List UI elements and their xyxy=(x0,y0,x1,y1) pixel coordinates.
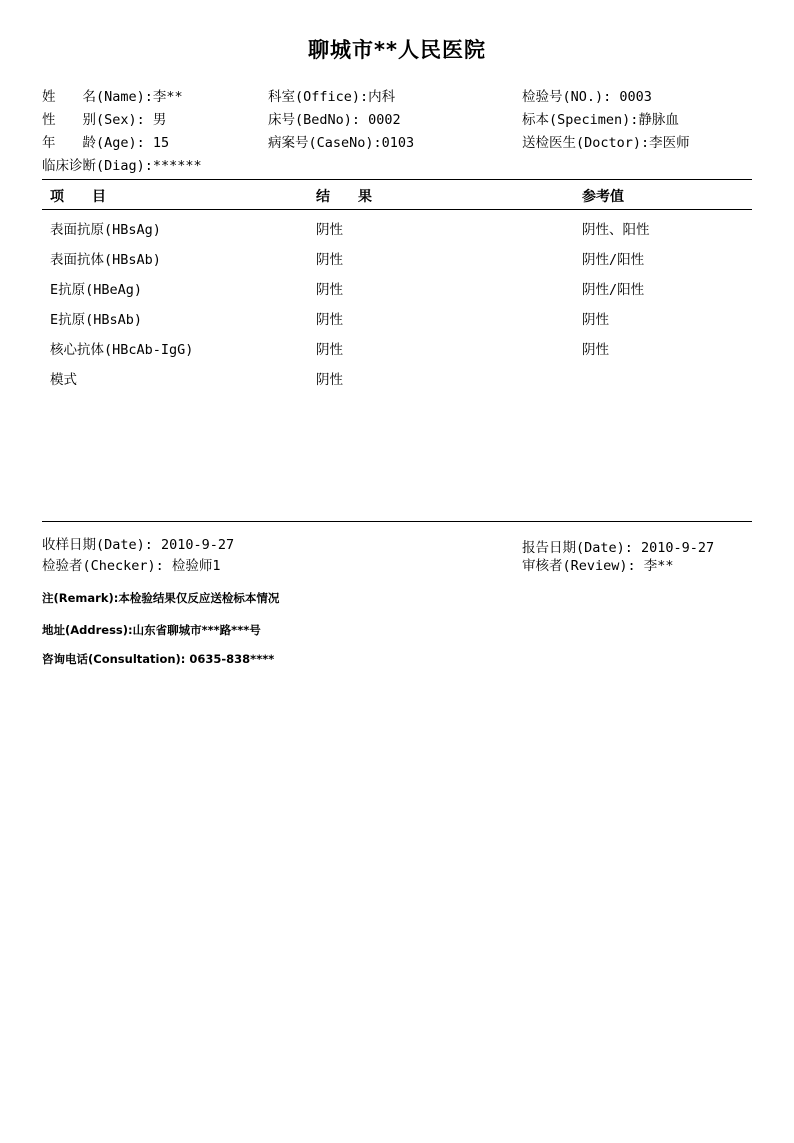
row-item: 核心抗体(HBcAb-IgG) xyxy=(50,342,194,358)
clinical-diagnosis: 临床诊断(Diag):****** xyxy=(42,158,202,174)
row-result: 阴性 xyxy=(316,312,343,328)
column-header-reference: 参考值 xyxy=(582,189,624,205)
table-bottom-rule xyxy=(42,521,752,522)
row-result: 阴性 xyxy=(316,252,343,268)
row-item: E抗原(HBeAg) xyxy=(50,282,143,298)
test-number: 检验号(NO.): 0003 xyxy=(522,89,652,105)
page-title: 聊城市**人民医院 xyxy=(308,38,486,62)
patient-sex: 性 别(Sex): 男 xyxy=(42,112,167,128)
table-header-rule xyxy=(42,209,752,210)
remark: 注(Remark):本检验结果仅反应送检标本情况 xyxy=(42,591,280,605)
row-item: 表面抗体(HBsAb) xyxy=(50,252,161,268)
row-item: 模式 xyxy=(50,372,77,388)
column-header-item: 项 目 xyxy=(50,189,106,205)
column-header-result: 结 果 xyxy=(316,189,372,205)
consultation-phone: 咨询电话(Consultation): 0635-838**** xyxy=(42,652,275,666)
department: 科室(Office):内科 xyxy=(268,89,396,105)
row-reference: 阴性 xyxy=(582,312,609,328)
row-item: E抗原(HBsAb) xyxy=(50,312,143,328)
row-result: 阴性 xyxy=(316,372,343,388)
row-result: 阴性 xyxy=(316,282,343,298)
specimen-type: 标本(Specimen):静脉血 xyxy=(522,112,679,128)
collect-date: 收样日期(Date): 2010-9-27 xyxy=(42,537,235,553)
report-date: 报告日期(Date): 2010-9-27 xyxy=(522,540,715,556)
reviewer: 审核者(Review): 李** xyxy=(522,558,674,574)
row-reference: 阴性/阳性 xyxy=(582,252,645,268)
row-result: 阴性 xyxy=(316,222,343,238)
row-item: 表面抗原(HBsAg) xyxy=(50,222,161,238)
row-result: 阴性 xyxy=(316,342,343,358)
case-number: 病案号(CaseNo):0103 xyxy=(268,135,415,151)
checker: 检验者(Checker): 检验师1 xyxy=(42,558,221,574)
table-top-rule xyxy=(42,179,752,180)
row-reference: 阴性/阳性 xyxy=(582,282,645,298)
patient-name: 姓 名(Name):李** xyxy=(42,89,183,105)
row-reference: 阴性、阳性 xyxy=(582,222,650,238)
patient-age: 年 龄(Age): 15 xyxy=(42,135,170,151)
row-reference: 阴性 xyxy=(582,342,609,358)
address: 地址(Address):山东省聊城市***路***号 xyxy=(42,623,261,637)
referring-doctor: 送检医生(Doctor):李医师 xyxy=(522,135,690,151)
bed-number: 床号(BedNo): 0002 xyxy=(268,112,401,128)
